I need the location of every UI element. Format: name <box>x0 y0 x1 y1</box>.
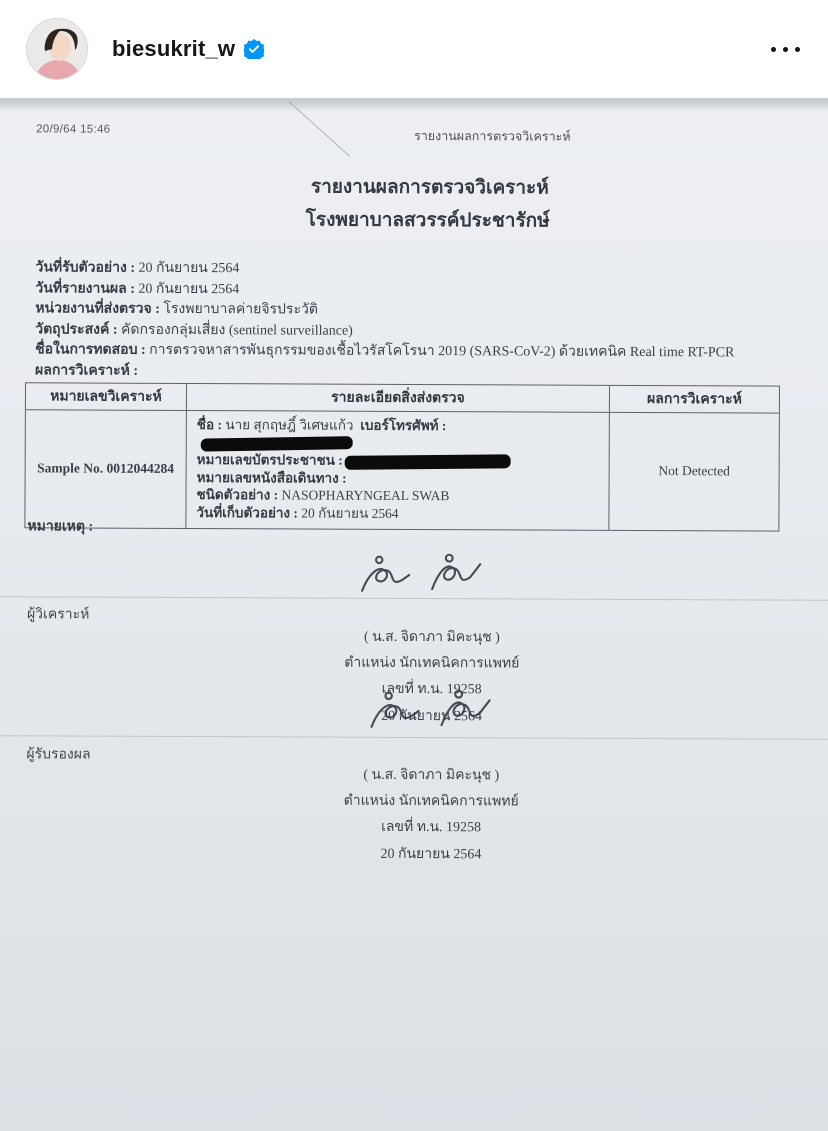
redacted-id-bar <box>345 454 511 470</box>
detail-id-card: หมายเลขบัตรประชาชน : <box>197 451 599 470</box>
certifier-section-label: ผู้รับรองผล <box>26 747 91 763</box>
certifier-position: ตำแหน่ง นักเทคนิคการแพทย์ <box>343 793 519 810</box>
result-cell <box>609 413 779 530</box>
lab-report-document <box>0 98 828 1131</box>
analyst-date: 20 กันยายน 2564 <box>381 708 483 724</box>
specimen-details-cell <box>186 411 610 529</box>
field-test-name: ชื่อในการทดสอบ : การตรวจหาสารพันธุกรรมของเชื้อไวรัสโคโรนา 2019 (SARS-CoV-2) ด้วยเทคนิค Real time RT-PCR <box>35 342 735 361</box>
post-header <box>0 0 828 98</box>
analyst-name: ( น.ส. จิดาภา มิคะนุช ) <box>363 629 500 646</box>
certifier-block <box>17 761 828 869</box>
detail-name-phone: ชื่อ : นาย สุกฤษฎิ์ วิเศษแก้ว เบอร์โทรศัพท์ : <box>197 416 599 453</box>
col-header-sample-no: หมายเลขวิเคราะห์ <box>26 383 187 411</box>
col-header-specimen-details: รายละเอียดสิ่งส่งตรวจ <box>187 384 610 413</box>
field-received-date: วันที่รับตัวอย่าง : 20 กันยายน 2564 <box>35 260 240 277</box>
field-sender-unit: หน่วยงานที่ส่งตรวจ : โรงพยาบาลค่ายจิรประวัติ <box>35 301 318 318</box>
certifier-date: 20 กันยายน 2564 <box>380 846 482 862</box>
print-page-header: รายงานผลการตรวจวิเคราะห์ <box>414 128 571 144</box>
report-info-fields <box>35 256 790 383</box>
profile-photo-icon <box>27 19 88 80</box>
certifier-signature <box>361 689 513 738</box>
result-value: Not Detected <box>658 463 730 479</box>
username[interactable]: biesukrit_w <box>112 36 236 61</box>
report-title: รายงานผลการตรวจวิเคราะห์ <box>310 176 549 199</box>
certifier-name: ( น.ส. จิดาภา มิคะนุช ) <box>363 767 500 784</box>
col-header-result: ผลการวิเคราะห์ <box>610 386 779 414</box>
detail-passport: หมายเลขหนังสือเดินทาง : <box>196 469 347 486</box>
analyst-signature <box>352 553 504 602</box>
field-purpose: วัตถุประสงค์ : คัดกรองกลุ่มเสี่ยง (sentinel surveillance) <box>35 322 353 339</box>
detail-specimen-type: ชนิดตัวอย่าง : NASOPHARYNGEAL SWAB <box>196 487 450 504</box>
analyst-section-label: ผู้วิเคราะห์ <box>26 607 90 623</box>
remark-label: หมายเหตุ : <box>27 519 94 535</box>
analyst-position: ตำแหน่ง นักเทคนิคการแพทย์ <box>344 655 520 672</box>
three-dots-icon <box>771 47 776 52</box>
hospital-name: โรงพยาบาลสวรรค์ประชารักษ์ <box>305 209 550 232</box>
field-result-heading: ผลการวิเคราะห์ : <box>35 363 139 379</box>
verified-badge-icon <box>244 39 264 59</box>
sample-no-cell: Sample No. 0012044284 <box>25 410 187 527</box>
print-timestamp: 20/9/64 15:46 <box>36 123 111 136</box>
result-table <box>24 382 780 531</box>
post-image[interactable] <box>0 98 828 1131</box>
detail-collect-date: วันที่เก็บตัวอย่าง : 20 กันยายน 2564 <box>196 505 399 521</box>
certifier-license: เลขที่ ท.น. 19258 <box>381 820 482 836</box>
redacted-phone-bar <box>201 436 353 452</box>
analyst-license: เลขที่ ท.น. 19258 <box>381 682 482 698</box>
more-options-button[interactable] <box>769 37 802 62</box>
field-report-date: วันที่รายงานผล : 20 กันยายน 2564 <box>35 280 240 297</box>
avatar[interactable] <box>26 18 88 80</box>
